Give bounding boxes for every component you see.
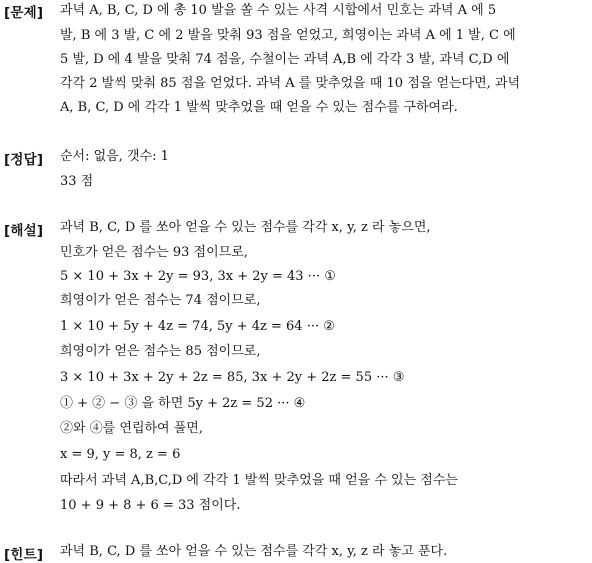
- equation-line: 5 × 10 + 3x + 2y = 93, 3x + 2y = 43 ··· ①: [60, 269, 336, 284]
- explanation-line: ②와 ④를 연립하여 풀면,: [60, 421, 203, 436]
- equation-line: x = 9, y = 8, z = 6: [60, 447, 181, 462]
- answer-line: 33 점: [60, 174, 94, 189]
- explanation-line: 따라서 과녁 A,B,C,D 에 각각 1 발씩 맞추었을 때 얻을 수 있는 점수는: [60, 473, 458, 488]
- equation-line: 3 × 10 + 3x + 2y + 2z = 85, 3x + 2y + 2z = 55 ··· ③: [60, 370, 405, 385]
- explanation-line: 희영이가 얻은 점수는 85 점이므로,: [60, 344, 261, 359]
- answer-tag: [정답]: [4, 152, 44, 168]
- problem-line: 발, B 에 3 발, C 에 2 발을 맞춰 93 점을 얻었고, 희영이는 과녁 A 에 1 발, C 에: [60, 28, 516, 43]
- equation-line: 1 × 10 + 5y + 4z = 74, 5y + 4z = 64 ··· ②: [60, 319, 335, 334]
- problem-tag: [문제]: [4, 5, 44, 21]
- explanation-line: 과녁 B, C, D 를 쏘아 얻을 수 있는 점수를 각각 x, y, z 라 놓으면,: [60, 220, 431, 235]
- equation-line: 10 + 9 + 8 + 6 = 33 점이다.: [60, 498, 241, 513]
- equation-line: ① + ② − ③ 을 하면 5y + 2z = 52 ··· ④: [60, 396, 306, 411]
- explanation-line: 희영이가 얻은 점수는 74 점이므로,: [60, 293, 261, 308]
- problem-line: 각각 2 발씩 맞춰 85 점을 얻었다. 과녁 A 를 맞추었을 때 10 점을 얻는다면, 과녁: [60, 76, 521, 91]
- explanation-line: 민호가 얻은 점수는 93 점이므로,: [60, 245, 248, 260]
- answer-line: 순서: 없음, 갯수: 1: [60, 149, 169, 164]
- problem-line: 5 발, D 에 4 발을 맞춰 74 점을, 수철이는 과녁 A,B 에 각각 3 발, 과녁 C,D 에: [60, 52, 510, 67]
- hint-line: 과녁 B, C, D 를 쏘아 얻을 수 있는 점수를 각각 x, y, z 라 놓고 푼다.: [60, 544, 448, 559]
- problem-line: 과녁 A, B, C, D 에 총 10 발을 쏠 수 있는 사격 시합에서 민호는 과녁 A 에 5: [60, 3, 497, 18]
- problem-line: A, B, C, D 에 각각 1 발씩 맞추었을 때 얻을 수 있는 점수를 구하여라.: [60, 100, 458, 115]
- explanation-tag: [해설]: [4, 223, 44, 239]
- hint-tag: [힌트]: [4, 547, 44, 563]
